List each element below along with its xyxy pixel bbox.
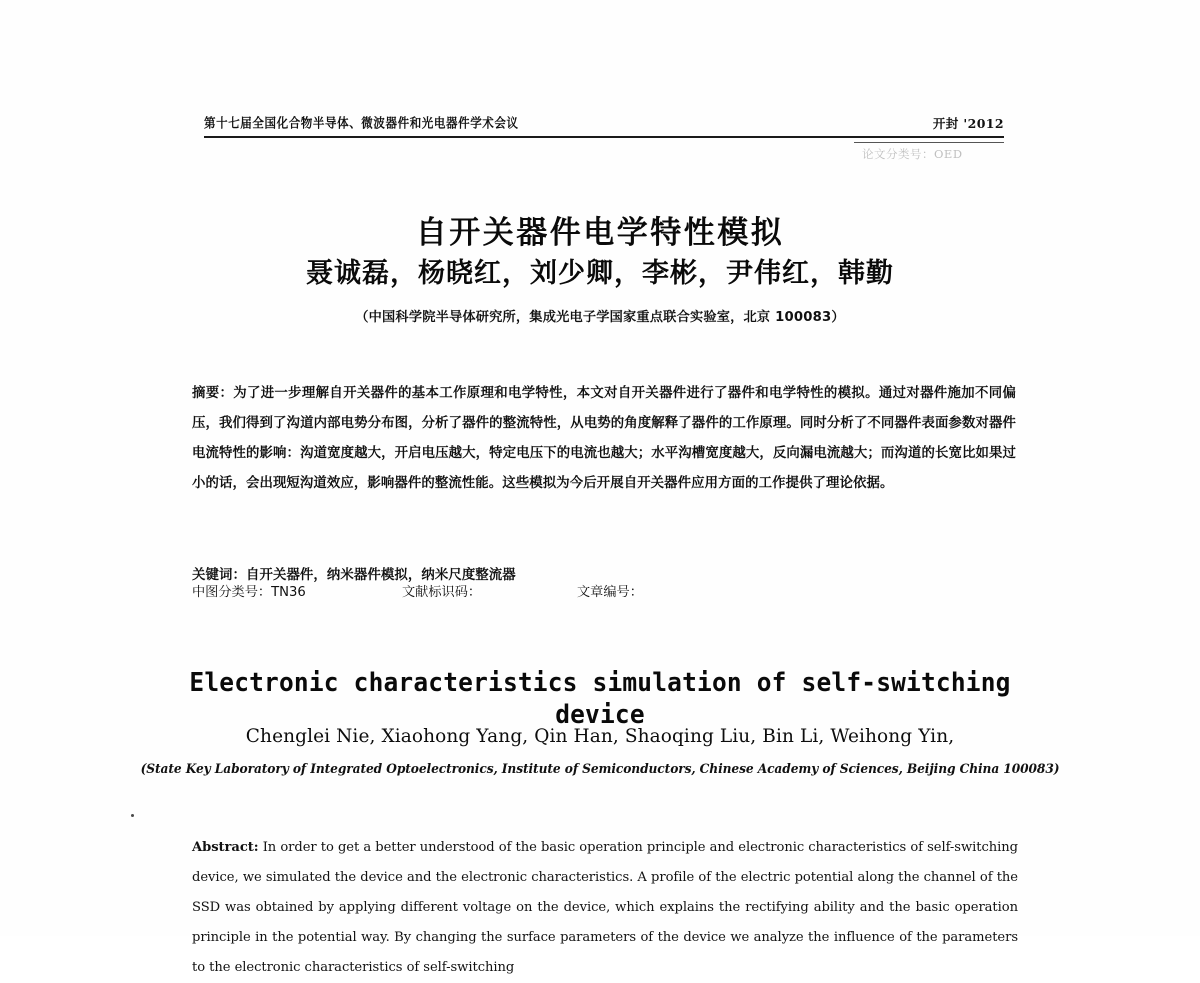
header-divider-rule <box>204 136 1004 138</box>
affiliation-chinese: （中国科学院半导体研究所，集成光电子学国家重点联合实验室，北京 100083） <box>355 310 845 325</box>
authors-chinese: 聂诚磊，杨晓红，刘少卿，李彬，尹伟红，韩勤 <box>306 258 894 289</box>
scan-artifact-dot <box>131 814 134 817</box>
abstract-label-english: Abstract: <box>192 840 259 856</box>
abstract-body-english: In order to get a better understood of the basic operation principle and electronic characteristics of self-switching device, we simulated the device and the electronic characteristics. A profile of the electric potential along the channel of the SSD was obtained by applying different voltage on the device, which explains the rectifying ability and the basic operation principle in the potential way. By changing the surface parameters of the device we analyze the influence of the parameters to the electronic characteristics of self-switching <box>192 840 1018 976</box>
paper-classification-code: 论文分类号：OED <box>862 147 963 161</box>
keywords-body-chinese: 自开关器件，纳米器件模拟，纳米尺度整流器 <box>245 568 516 584</box>
page-title-chinese: 自开关器件电学特性模拟 <box>415 214 785 251</box>
keywords-label-chinese: 关键词： <box>192 568 246 584</box>
conference-name: 第十七届全国化合物半导体、微波器件和光电器件学术会议 <box>204 115 519 131</box>
clc-number: 中图分类号：TN36 <box>192 585 306 600</box>
abstract-label-chinese: 摘要： <box>192 386 234 402</box>
header-secondary-rule <box>854 142 1004 143</box>
authors-english: Chenglei Nie, Xiaohong Yang, Qin Han, Shaoqing Liu, Bin Li, Weihong Yin, <box>245 726 955 747</box>
abstract-body-chinese: 为了进一步理解自开关器件的基本工作原理和电学特性，本文对自开关器件进行了器件和电学特性的模拟。通过对器件施加不同偏压，我们得到了沟道内部电势分布图，分析了器件的整流特性，从电势的角度解释了器件的工作原理。同时分析了不同器件表面参数对器件电流特性的影响：沟道宽度越大，开启电压越大，特定电压下的电流也越大；水平沟槽宽度越大，反向漏电流越大；而沟道的长宽比如果过小的话，会出现短沟道效应，影响器件的整流性能。这些模拟为今后开展自开关器件应用方面的工作提供了理论依据。 <box>192 386 1016 492</box>
page-title-english: Electronic characteristics simulation of self-switching device <box>189 668 1011 731</box>
affiliation-english: (State Key Laboratory of Integrated Optoelectronics, Institute of Semiconductors, Chinese Academy of Sciences, Beijing China 100083) <box>140 761 1060 776</box>
classification-line <box>192 581 1016 600</box>
article-number-label: 文章编号： <box>577 585 643 600</box>
abstract-chinese <box>192 379 1016 499</box>
document-code-label: 文献标识码： <box>402 585 482 600</box>
conference-place-year: 开封 '2012 <box>932 116 1004 131</box>
running-header <box>204 114 1004 132</box>
abstract-english <box>192 833 1018 983</box>
